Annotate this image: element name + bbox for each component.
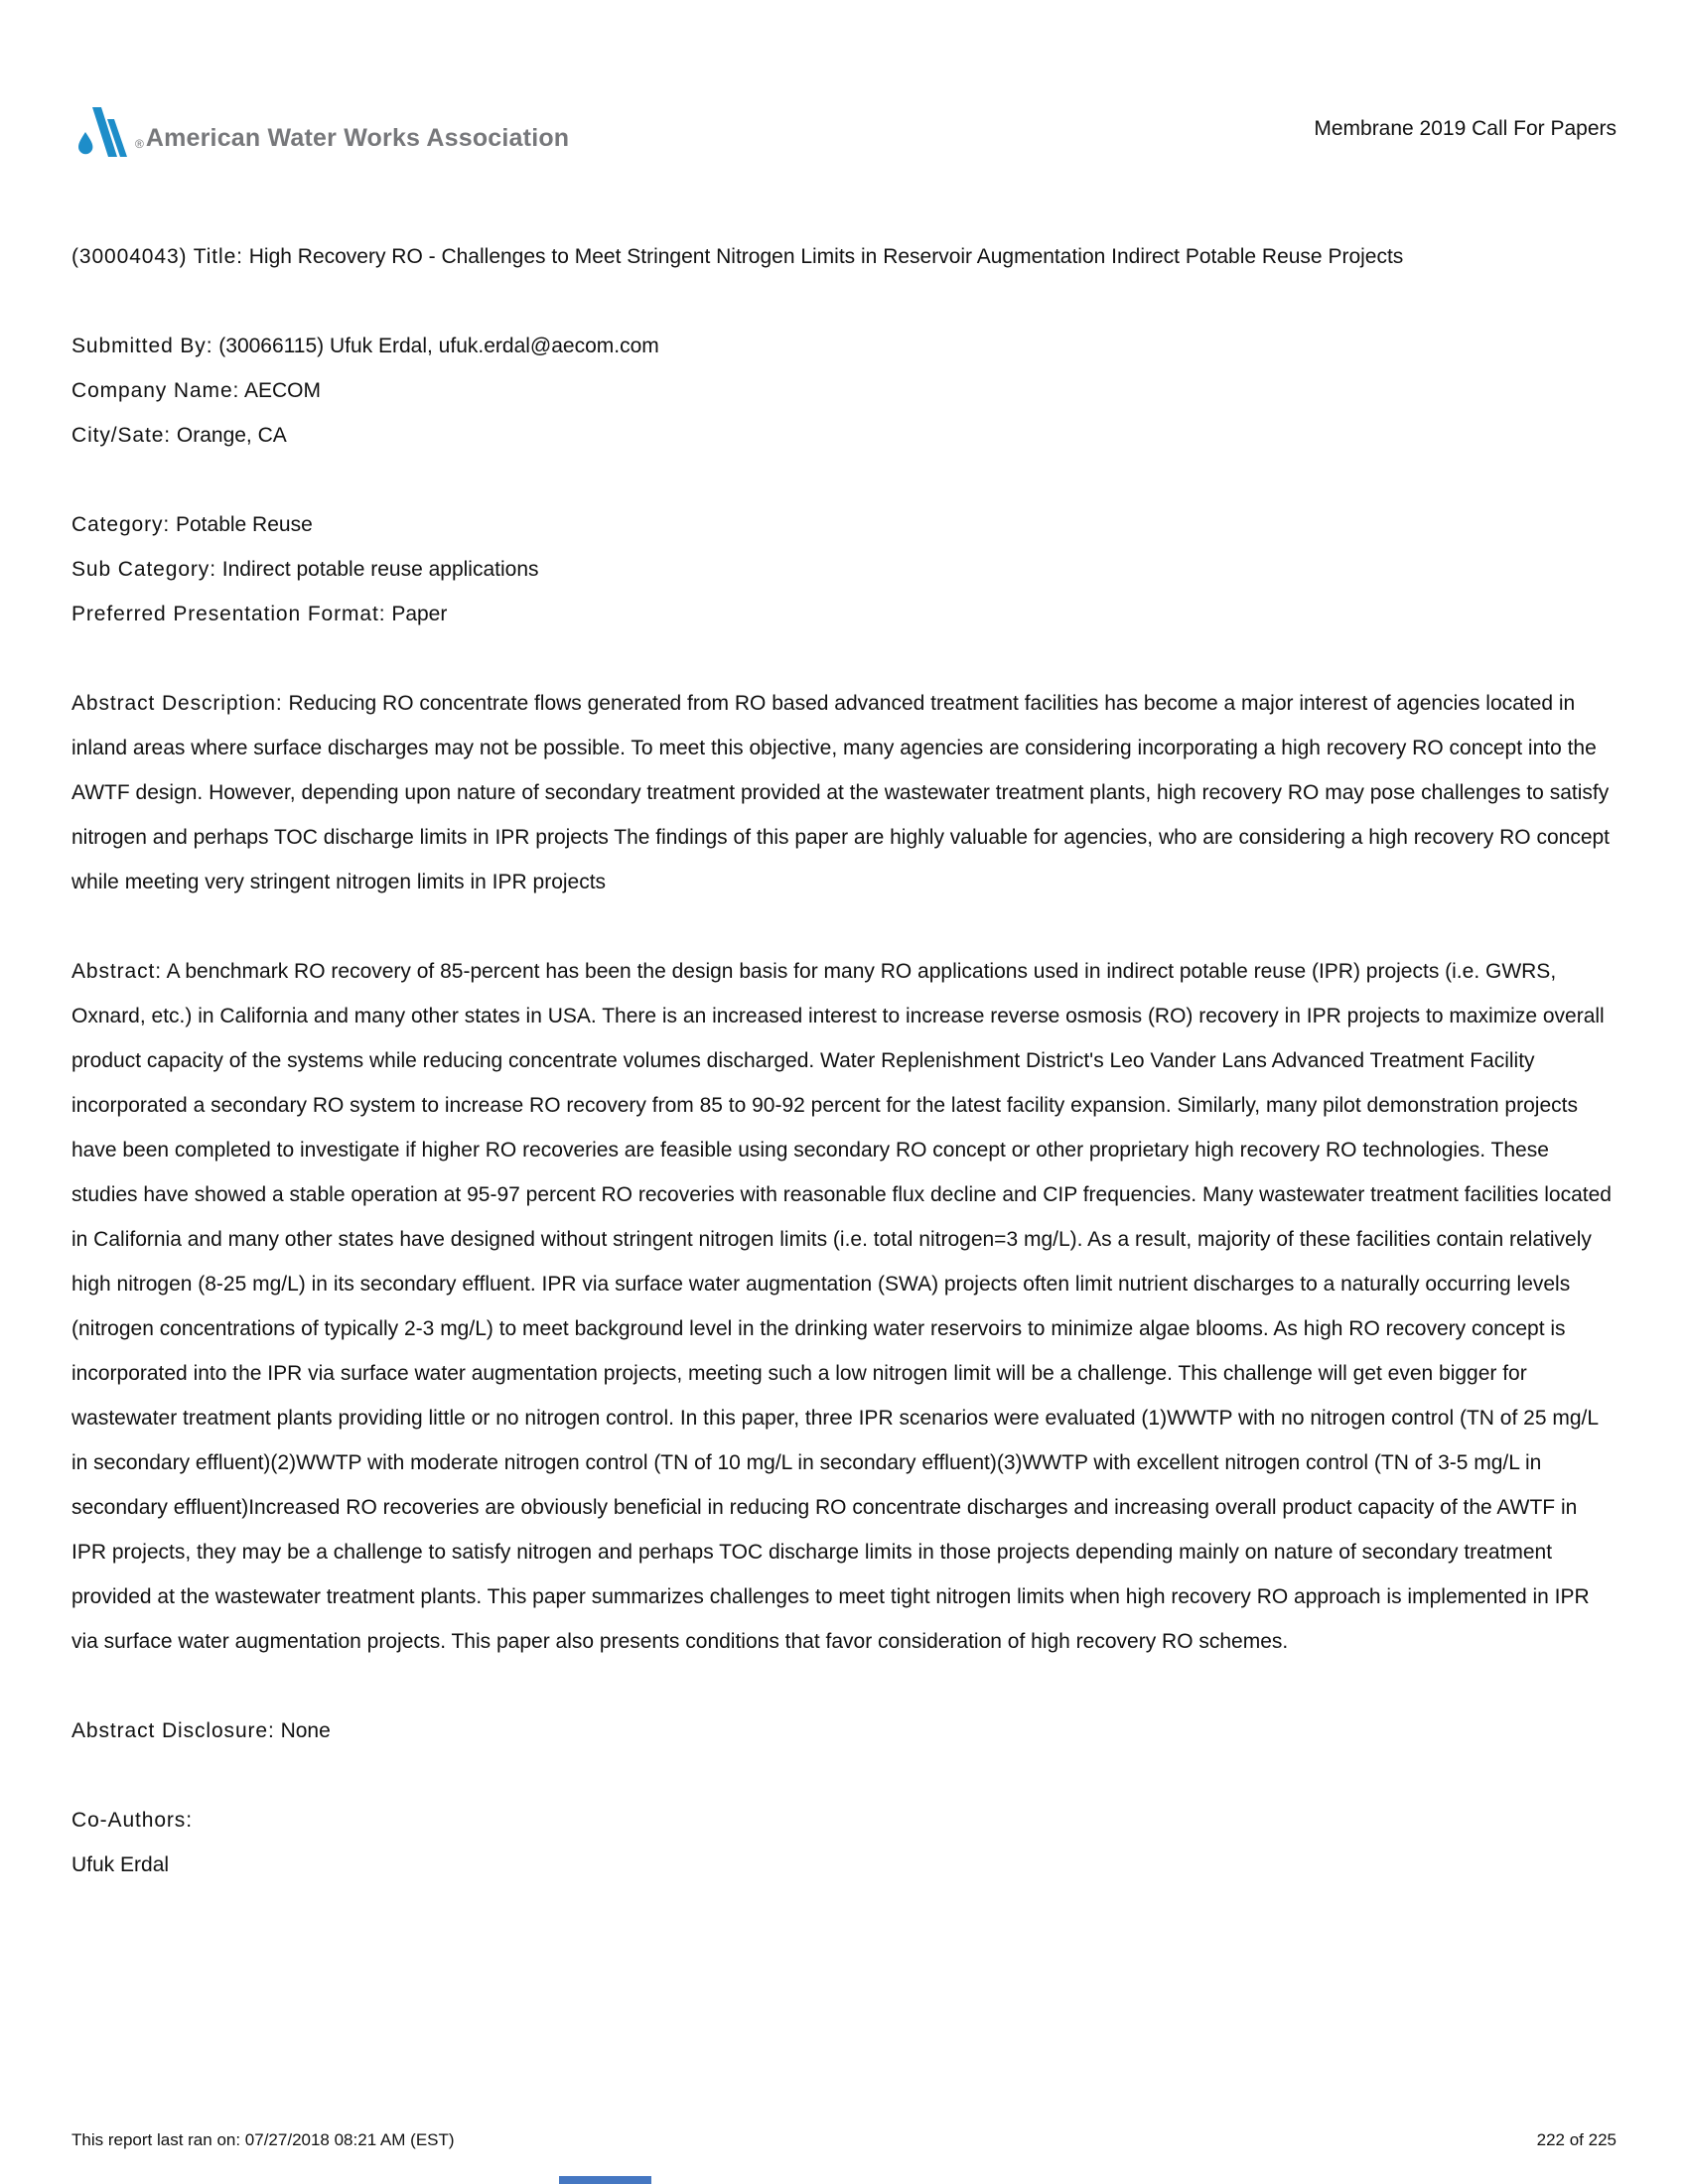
abstract-disclosure-value: None — [280, 1719, 331, 1742]
presentation-format-label: Preferred Presentation Format: — [71, 603, 386, 625]
category-line — [71, 502, 1617, 547]
abstract-disclosure-line — [71, 1708, 1617, 1753]
report-run-timestamp: This report last ran on: 07/27/2018 08:21 AM (EST) — [71, 2130, 455, 2149]
sub-category-line — [71, 547, 1617, 592]
city-state-value: Orange, CA — [176, 424, 287, 447]
page-bottom-blue-bar — [559, 2176, 651, 2184]
submission-title-label: (30004043) Title: — [71, 245, 243, 268]
abstract-text: A benchmark RO recovery of 85-percent has been the design basis for many RO applications used in indirect potable reuse (IPR) projects (i.e. GWRS, Oxnard, etc.) in California and many other states in USA. There is an increased interest to increase reverse osmosis (RO) recovery in IPR projects to maximize overall product capacity of the systems while reducing concentrate volumes discharged. Water Replenishment District's Leo Vander Lans Advanced Treatment Facility incorporated a secondary RO system to increase RO recovery from 85 to 90-92 percent for the latest facility expansion. Similarly, many pilot demonstration projects have been completed to investigate if higher RO recoveries are feasible using secondary RO concept or other proprietary high recovery RO technologies. These studies have showed a stable operation at 95-97 percent RO recoveries with reasonable flux decline and CIP frequencies. Many wastewater treatment facilities located in California and many other states have designed without stringent nitrogen limits (i.e. total nitrogen=3 mg/L). As a result, majority of these facilities contain relatively high nitrogen (8-25 mg/L) in its secondary effluent. IPR via surface water augmentation (SWA) projects often limit nutrient discharges to a naturally occurring levels (nitrogen concentrations of typically 2-3 mg/L) to meet background level in the drinking water reservoirs to minimize algae blooms. As high RO recovery concept is incorporated into the IPR via surface water augmentation projects, meeting such a low nitrogen limit will be a challenge. This challenge will get even bigger for wastewater treatment plants providing little or no nitrogen control. In this paper, three IPR scenarios were evaluated (1)WWTP with no nitrogen control (TN of 25 mg/L in secondary effluent)(2)WWTP with moderate nitrogen control (TN of 10 mg/L in secondary effluent)(3)WWTP with excellent nitrogen control (TN of 3-5 mg/L in secondary effluent)Increased RO recoveries are obviously beneficial in reducing RO concentrate discharges and increasing overall product capacity of the AWTF in IPR projects, they may be a challenge to satisfy nitrogen and perhaps TOC discharge limits in those projects depending mainly on nature of secondary treatment provided at the wastewater treatment plants. This paper summarizes challenges to meet tight nitrogen limits when high recovery RO approach is implemented in IPR via surface water augmentation projects. This paper also presents conditions that favor consideration of high recovery RO schemes. — [71, 960, 1612, 1653]
awwa-logo — [71, 103, 569, 159]
submission-title-line — [71, 234, 1617, 279]
logo-wordmark: American Water Works Association — [145, 124, 570, 152]
abstract-paragraph — [71, 949, 1617, 1664]
submitted-by-label: Submitted By: — [71, 335, 213, 357]
co-author-name: Ufuk Erdal — [71, 1853, 170, 1876]
abstract-description-label: Abstract Description: — [71, 692, 283, 715]
presentation-format-value: Paper — [391, 603, 448, 625]
category-label: Category: — [71, 513, 171, 536]
submitted-by-line — [71, 324, 1617, 368]
awwa-water-drop-icon — [71, 103, 135, 159]
co-authors-section — [71, 1798, 1617, 1887]
sub-category-value: Indirect potable reuse applications — [221, 558, 539, 581]
company-name-line — [71, 368, 1617, 413]
abstract-disclosure-label: Abstract Disclosure: — [71, 1719, 275, 1742]
classification-section — [71, 502, 1617, 636]
abstract-description-paragraph — [71, 681, 1617, 904]
registered-trademark-symbol: ® — [135, 137, 144, 151]
abstract-description-text: Reducing RO concentrate flows generated from RO based advanced treatment facilities has become a major interest of agencies located in inland areas where surface discharges may not be possible. To meet this objective, many agencies are considering incorporating a high recovery RO concept into the AWTF design. However, depending upon nature of secondary treatment provided at the wastewater treatment plants, high recovery RO may pose challenges to satisfy nitrogen and perhaps TOC discharge limits in IPR projects The findings of this paper are highly valuable for agencies, who are considering a high recovery RO concept while meeting very stringent nitrogen limits in IPR projects — [71, 692, 1611, 893]
presentation-format-line — [71, 592, 1617, 636]
page-number: 222 of 225 — [1536, 2130, 1617, 2149]
company-name-value: AECOM — [243, 379, 321, 402]
category-value: Potable Reuse — [176, 513, 313, 536]
submitter-section — [71, 324, 1617, 458]
report-title: Membrane 2019 Call For Papers — [1314, 117, 1617, 140]
sub-category-label: Sub Category: — [71, 558, 216, 581]
company-name-label: Company Name: — [71, 379, 240, 402]
abstract-label: Abstract: — [71, 960, 162, 983]
co-authors-label: Co-Authors: — [71, 1809, 193, 1832]
submitted-by-value: (30066115) Ufuk Erdal, ufuk.erdal@aecom.com — [218, 335, 659, 357]
city-state-line — [71, 413, 1617, 458]
page-footer — [71, 2130, 1617, 2150]
submission-title-value: High Recovery RO - Challenges to Meet Stringent Nitrogen Limits in Reservoir Augmentation Indirect Potable Reuse Projects — [248, 245, 1404, 268]
page-header — [71, 103, 1617, 159]
city-state-label: City/Sate: — [71, 424, 172, 447]
